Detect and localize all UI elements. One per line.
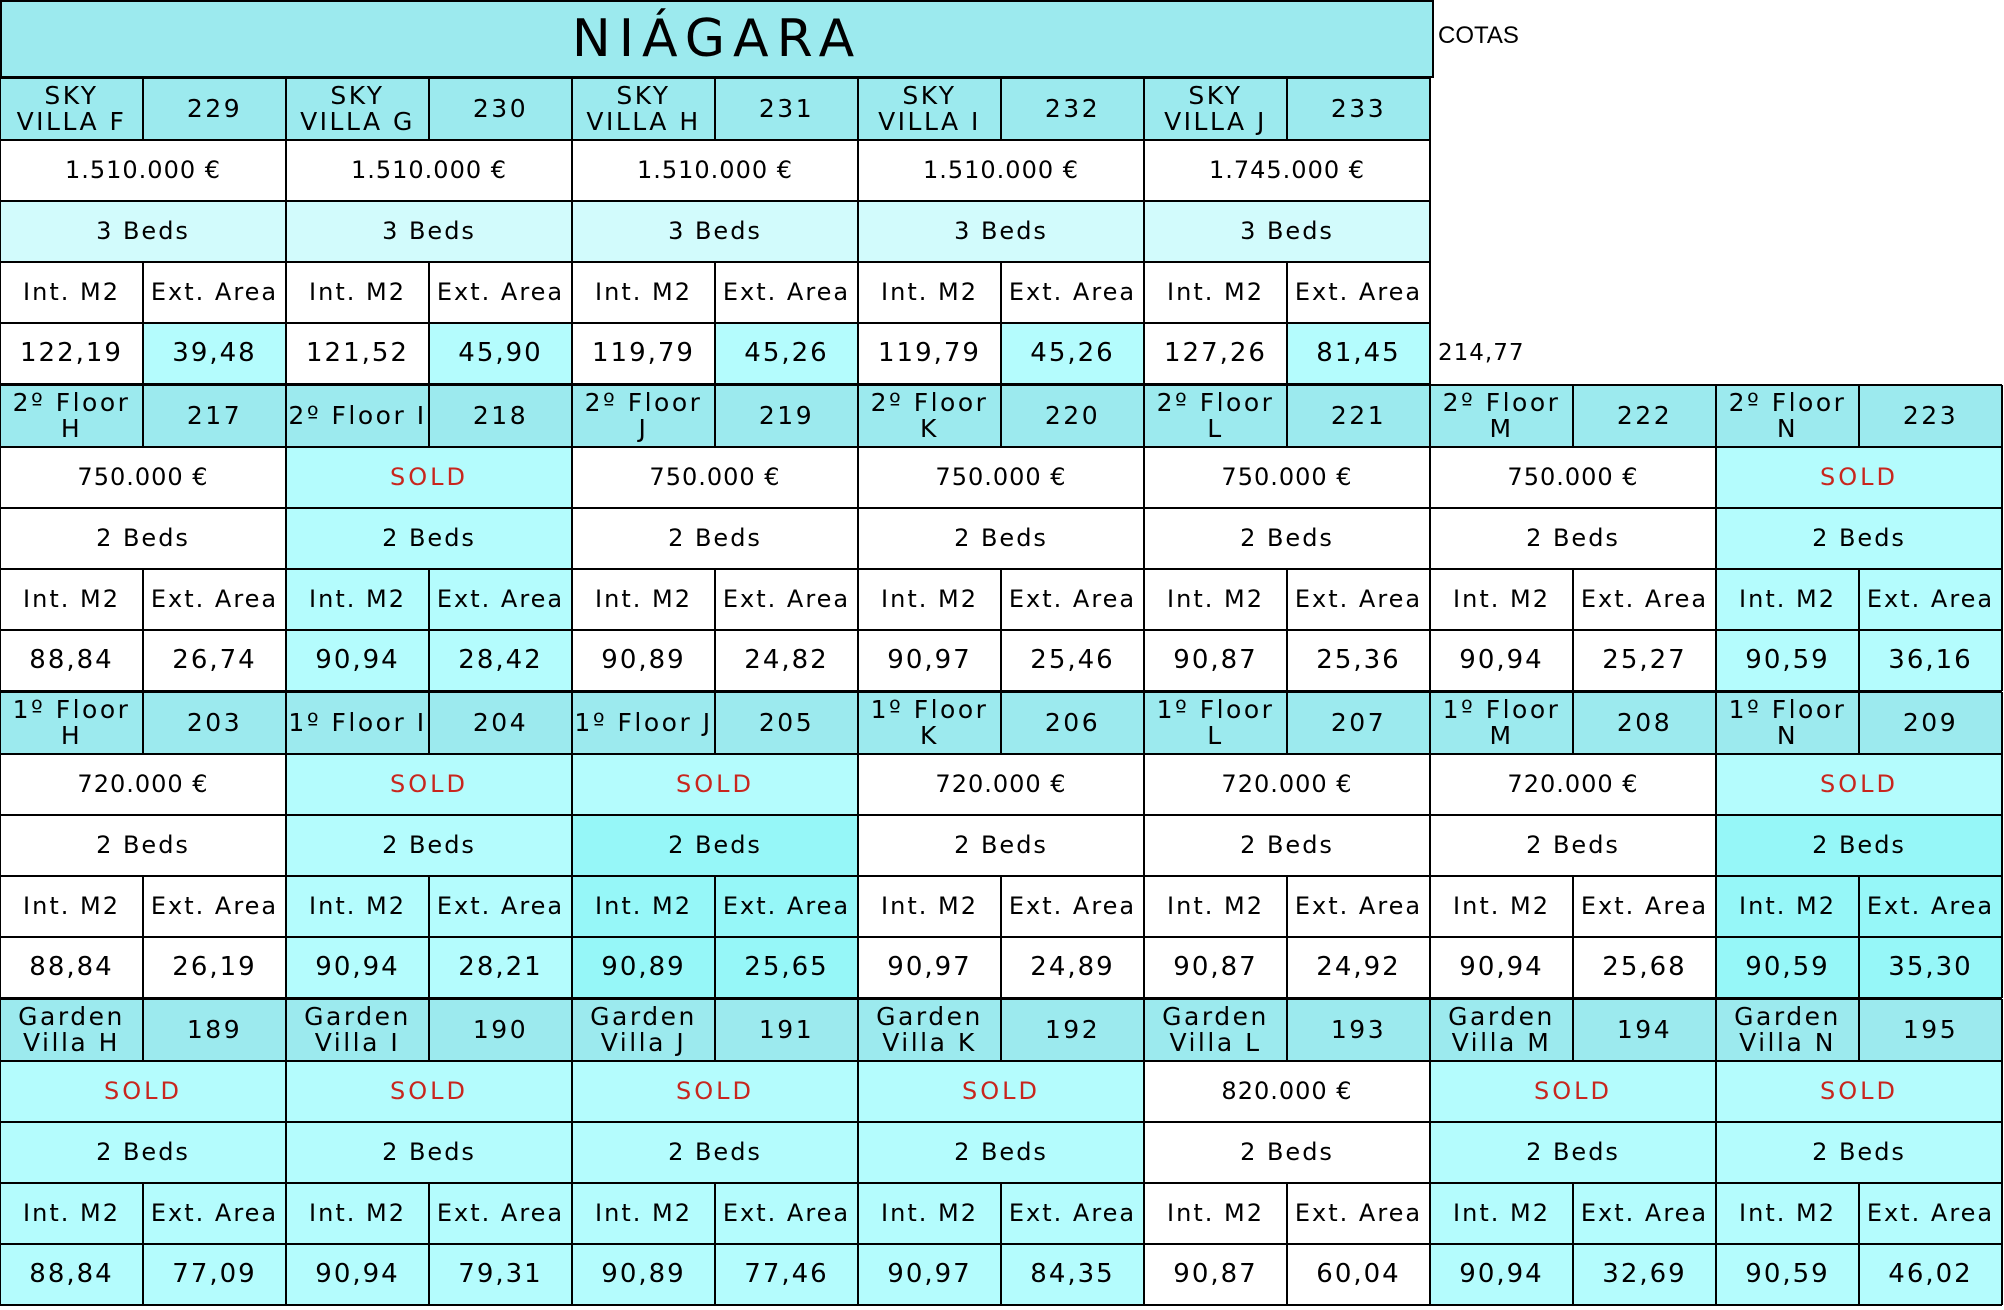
unit-beds: 2 Beds (858, 1122, 1144, 1183)
ext-area-label: Ext. Area (143, 876, 286, 937)
ext-area-value: 45,26 (715, 323, 858, 384)
int-m2-label: Int. M2 (1716, 569, 1859, 630)
unit-beds: 2 Beds (1716, 1122, 2002, 1183)
unit-number: 231 (715, 78, 858, 140)
ext-area-label: Ext. Area (1287, 569, 1430, 630)
unit-beds: 2 Beds (572, 508, 858, 569)
int-m2-value: 90,87 (1144, 937, 1287, 998)
unit-name: Garden Villa K (858, 999, 1001, 1061)
ext-area-value: 35,30 (1859, 937, 2002, 998)
int-m2-value: 119,79 (572, 323, 715, 384)
int-m2-value: 122,19 (0, 323, 143, 384)
unit-name: SKY VILLA G (286, 78, 429, 140)
int-m2-label: Int. M2 (0, 569, 143, 630)
ext-area-label: Ext. Area (715, 876, 858, 937)
sold-badge: SOLD (572, 754, 858, 815)
int-m2-label: Int. M2 (286, 876, 429, 937)
int-m2-label: Int. M2 (0, 1183, 143, 1244)
unit-number: 204 (429, 692, 572, 754)
ext-area-label: Ext. Area (1001, 1183, 1144, 1244)
unit-beds: 2 Beds (1144, 508, 1430, 569)
unit-number: 189 (143, 999, 286, 1061)
ext-area-value: 25,68 (1573, 937, 1716, 998)
unit-beds: 2 Beds (858, 815, 1144, 876)
unit-number: 190 (429, 999, 572, 1061)
ext-area-value: 28,42 (429, 630, 572, 691)
ext-area-label: Ext. Area (429, 1183, 572, 1244)
ext-area-label: Ext. Area (1287, 876, 1430, 937)
unit-number: 233 (1287, 78, 1430, 140)
int-m2-value: 90,94 (286, 630, 429, 691)
ext-area-label: Ext. Area (429, 569, 572, 630)
unit-name: 1º Floor L (1144, 692, 1287, 754)
ext-area-label: Ext. Area (429, 262, 572, 323)
unit-name: 2º Floor J (572, 385, 715, 447)
int-m2-label: Int. M2 (1144, 1183, 1287, 1244)
unit-name: Garden Villa I (286, 999, 429, 1061)
unit-beds: 2 Beds (0, 1122, 286, 1183)
sold-badge: SOLD (286, 1061, 572, 1122)
sold-badge: SOLD (572, 1061, 858, 1122)
ext-area-label: Ext. Area (1859, 569, 2002, 630)
int-m2-value: 90,97 (858, 1244, 1001, 1305)
ext-area-value: 79,31 (429, 1244, 572, 1305)
sold-badge: SOLD (1716, 447, 2002, 508)
ext-area-label: Ext. Area (1287, 1183, 1430, 1244)
unit-number: 205 (715, 692, 858, 754)
unit-name: 2º Floor N (1716, 385, 1859, 447)
unit-price: 1.510.000 € (858, 140, 1144, 201)
int-m2-value: 90,89 (572, 937, 715, 998)
sold-badge: SOLD (1716, 754, 2002, 815)
unit-beds: 2 Beds (0, 815, 286, 876)
ext-area-value: 77,46 (715, 1244, 858, 1305)
unit-beds: 2 Beds (858, 508, 1144, 569)
int-m2-value: 90,97 (858, 630, 1001, 691)
sold-badge: SOLD (1430, 1061, 1716, 1122)
unit-beds: 2 Beds (1144, 815, 1430, 876)
unit-price: 750.000 € (1430, 447, 1716, 508)
ext-area-label: Ext. Area (1287, 262, 1430, 323)
sold-badge: SOLD (286, 447, 572, 508)
int-m2-label: Int. M2 (572, 1183, 715, 1244)
ext-area-label: Ext. Area (1001, 262, 1144, 323)
unit-name: 1º Floor K (858, 692, 1001, 754)
int-m2-label: Int. M2 (0, 876, 143, 937)
ext-area-label: Ext. Area (1859, 876, 2002, 937)
int-m2-value: 90,97 (858, 937, 1001, 998)
int-m2-label: Int. M2 (1430, 569, 1573, 630)
int-m2-value: 90,94 (1430, 937, 1573, 998)
unit-name: Garden Villa L (1144, 999, 1287, 1061)
ext-area-value: 45,90 (429, 323, 572, 384)
ext-area-value: 26,74 (143, 630, 286, 691)
ext-area-value: 25,36 (1287, 630, 1430, 691)
unit-name: Garden Villa M (1430, 999, 1573, 1061)
int-m2-value: 121,52 (286, 323, 429, 384)
int-m2-value: 119,79 (858, 323, 1001, 384)
unit-number: 209 (1859, 692, 2002, 754)
unit-price: 750.000 € (858, 447, 1144, 508)
int-m2-label: Int. M2 (286, 1183, 429, 1244)
unit-beds: 2 Beds (1716, 815, 2002, 876)
ext-area-value: 77,09 (143, 1244, 286, 1305)
page-title: NIÁGARA (0, 0, 1434, 78)
int-m2-label: Int. M2 (1144, 569, 1287, 630)
unit-number: 193 (1287, 999, 1430, 1061)
unit-name: 1º Floor J (572, 692, 715, 754)
unit-price: 1.745.000 € (1144, 140, 1430, 201)
unit-number: 206 (1001, 692, 1144, 754)
unit-beds: 2 Beds (286, 508, 572, 569)
int-m2-label: Int. M2 (1716, 1183, 1859, 1244)
cotas-label: COTAS (1438, 22, 1519, 49)
unit-number: 195 (1859, 999, 2002, 1061)
ext-area-label: Ext. Area (715, 1183, 858, 1244)
ext-area-value: 25,65 (715, 937, 858, 998)
unit-beds: 3 Beds (286, 201, 572, 262)
unit-beds: 2 Beds (572, 1122, 858, 1183)
int-m2-label: Int. M2 (0, 262, 143, 323)
ext-area-label: Ext. Area (1001, 876, 1144, 937)
unit-price: 820.000 € (1144, 1061, 1430, 1122)
unit-number: 219 (715, 385, 858, 447)
sold-badge: SOLD (1716, 1061, 2002, 1122)
unit-beds: 2 Beds (286, 1122, 572, 1183)
unit-price: 1.510.000 € (572, 140, 858, 201)
ext-area-value: 36,16 (1859, 630, 2002, 691)
unit-number: 223 (1859, 385, 2002, 447)
int-m2-value: 90,94 (286, 1244, 429, 1305)
int-m2-label: Int. M2 (1430, 876, 1573, 937)
unit-beds: 2 Beds (572, 815, 858, 876)
unit-beds: 2 Beds (1430, 1122, 1716, 1183)
ext-area-value: 26,19 (143, 937, 286, 998)
ext-area-value: 46,02 (1859, 1244, 2002, 1305)
ext-area-label: Ext. Area (715, 262, 858, 323)
int-m2-label: Int. M2 (858, 876, 1001, 937)
ext-area-label: Ext. Area (1573, 1183, 1716, 1244)
int-m2-value: 90,59 (1716, 1244, 1859, 1305)
unit-number: 191 (715, 999, 858, 1061)
int-m2-value: 90,94 (286, 937, 429, 998)
int-m2-value: 90,87 (1144, 1244, 1287, 1305)
unit-name: 1º Floor M (1430, 692, 1573, 754)
unit-number: 217 (143, 385, 286, 447)
unit-name: SKY VILLA H (572, 78, 715, 140)
unit-number: 229 (143, 78, 286, 140)
ext-area-value: 25,27 (1573, 630, 1716, 691)
int-m2-value: 90,59 (1716, 630, 1859, 691)
int-m2-value: 90,59 (1716, 937, 1859, 998)
ext-area-label: Ext. Area (143, 569, 286, 630)
int-m2-label: Int. M2 (572, 569, 715, 630)
unit-price: 1.510.000 € (0, 140, 286, 201)
unit-number: 194 (1573, 999, 1716, 1061)
int-m2-label: Int. M2 (858, 569, 1001, 630)
unit-name: SKY VILLA F (0, 78, 143, 140)
unit-beds: 2 Beds (1430, 815, 1716, 876)
unit-beds: 2 Beds (0, 508, 286, 569)
ext-area-label: Ext. Area (715, 569, 858, 630)
ext-area-label: Ext. Area (143, 262, 286, 323)
ext-area-label: Ext. Area (429, 876, 572, 937)
unit-number: 222 (1573, 385, 1716, 447)
int-m2-label: Int. M2 (1716, 876, 1859, 937)
ext-area-value: 32,69 (1573, 1244, 1716, 1305)
unit-number: 192 (1001, 999, 1144, 1061)
unit-number: 218 (429, 385, 572, 447)
unit-price: 720.000 € (0, 754, 286, 815)
int-m2-value: 90,89 (572, 1244, 715, 1305)
int-m2-label: Int. M2 (1430, 1183, 1573, 1244)
ext-area-label: Ext. Area (143, 1183, 286, 1244)
int-m2-label: Int. M2 (286, 262, 429, 323)
unit-name: Garden Villa H (0, 999, 143, 1061)
unit-number: 230 (429, 78, 572, 140)
unit-beds: 2 Beds (1430, 508, 1716, 569)
unit-number: 220 (1001, 385, 1144, 447)
unit-name: SKY VILLA I (858, 78, 1001, 140)
unit-name: 2º Floor H (0, 385, 143, 447)
unit-name: 1º Floor H (0, 692, 143, 754)
unit-price: 750.000 € (1144, 447, 1430, 508)
unit-name: 2º Floor L (1144, 385, 1287, 447)
unit-price: 750.000 € (0, 447, 286, 508)
unit-beds: 3 Beds (1144, 201, 1430, 262)
int-m2-value: 88,84 (0, 1244, 143, 1305)
ext-area-value: 60,04 (1287, 1244, 1430, 1305)
sold-badge: SOLD (0, 1061, 286, 1122)
unit-number: 207 (1287, 692, 1430, 754)
unit-beds: 3 Beds (858, 201, 1144, 262)
unit-number: 221 (1287, 385, 1430, 447)
ext-area-value: 81,45 (1287, 323, 1430, 384)
unit-name: 2º Floor K (858, 385, 1001, 447)
unit-beds: 3 Beds (572, 201, 858, 262)
unit-name: 2º Floor I (286, 385, 429, 447)
int-m2-label: Int. M2 (572, 262, 715, 323)
int-m2-value: 90,87 (1144, 630, 1287, 691)
ext-area-value: 84,35 (1001, 1244, 1144, 1305)
int-m2-label: Int. M2 (858, 1183, 1001, 1244)
ext-area-value: 45,26 (1001, 323, 1144, 384)
ext-area-value: 24,92 (1287, 937, 1430, 998)
unit-name: Garden Villa N (1716, 999, 1859, 1061)
unit-beds: 2 Beds (286, 815, 572, 876)
ext-area-label: Ext. Area (1573, 569, 1716, 630)
int-m2-value: 127,26 (1144, 323, 1287, 384)
unit-price: 1.510.000 € (286, 140, 572, 201)
ext-area-value: 39,48 (143, 323, 286, 384)
int-m2-label: Int. M2 (286, 569, 429, 630)
ext-area-value: 24,82 (715, 630, 858, 691)
ext-area-value: 28,21 (429, 937, 572, 998)
ext-area-value: 24,89 (1001, 937, 1144, 998)
unit-number: 208 (1573, 692, 1716, 754)
unit-price: 750.000 € (572, 447, 858, 508)
int-m2-value: 90,94 (1430, 630, 1573, 691)
unit-beds: 3 Beds (0, 201, 286, 262)
unit-name: Garden Villa J (572, 999, 715, 1061)
unit-name: 1º Floor I (286, 692, 429, 754)
int-m2-value: 90,94 (1430, 1244, 1573, 1305)
unit-name: 2º Floor M (1430, 385, 1573, 447)
int-m2-label: Int. M2 (1144, 876, 1287, 937)
unit-beds: 2 Beds (1144, 1122, 1430, 1183)
sold-badge: SOLD (286, 754, 572, 815)
cotas-value: 214,77 (1438, 340, 1525, 366)
unit-name: 1º Floor N (1716, 692, 1859, 754)
unit-number: 203 (143, 692, 286, 754)
int-m2-label: Int. M2 (1144, 262, 1287, 323)
ext-area-label: Ext. Area (1859, 1183, 2002, 1244)
unit-price: 720.000 € (1144, 754, 1430, 815)
int-m2-value: 88,84 (0, 937, 143, 998)
unit-beds: 2 Beds (1716, 508, 2002, 569)
ext-area-value: 25,46 (1001, 630, 1144, 691)
ext-area-label: Ext. Area (1001, 569, 1144, 630)
int-m2-value: 90,89 (572, 630, 715, 691)
unit-price: 720.000 € (858, 754, 1144, 815)
int-m2-label: Int. M2 (858, 262, 1001, 323)
unit-name: SKY VILLA J (1144, 78, 1287, 140)
ext-area-label: Ext. Area (1573, 876, 1716, 937)
int-m2-label: Int. M2 (572, 876, 715, 937)
sold-badge: SOLD (858, 1061, 1144, 1122)
unit-price: 720.000 € (1430, 754, 1716, 815)
int-m2-value: 88,84 (0, 630, 143, 691)
unit-number: 232 (1001, 78, 1144, 140)
